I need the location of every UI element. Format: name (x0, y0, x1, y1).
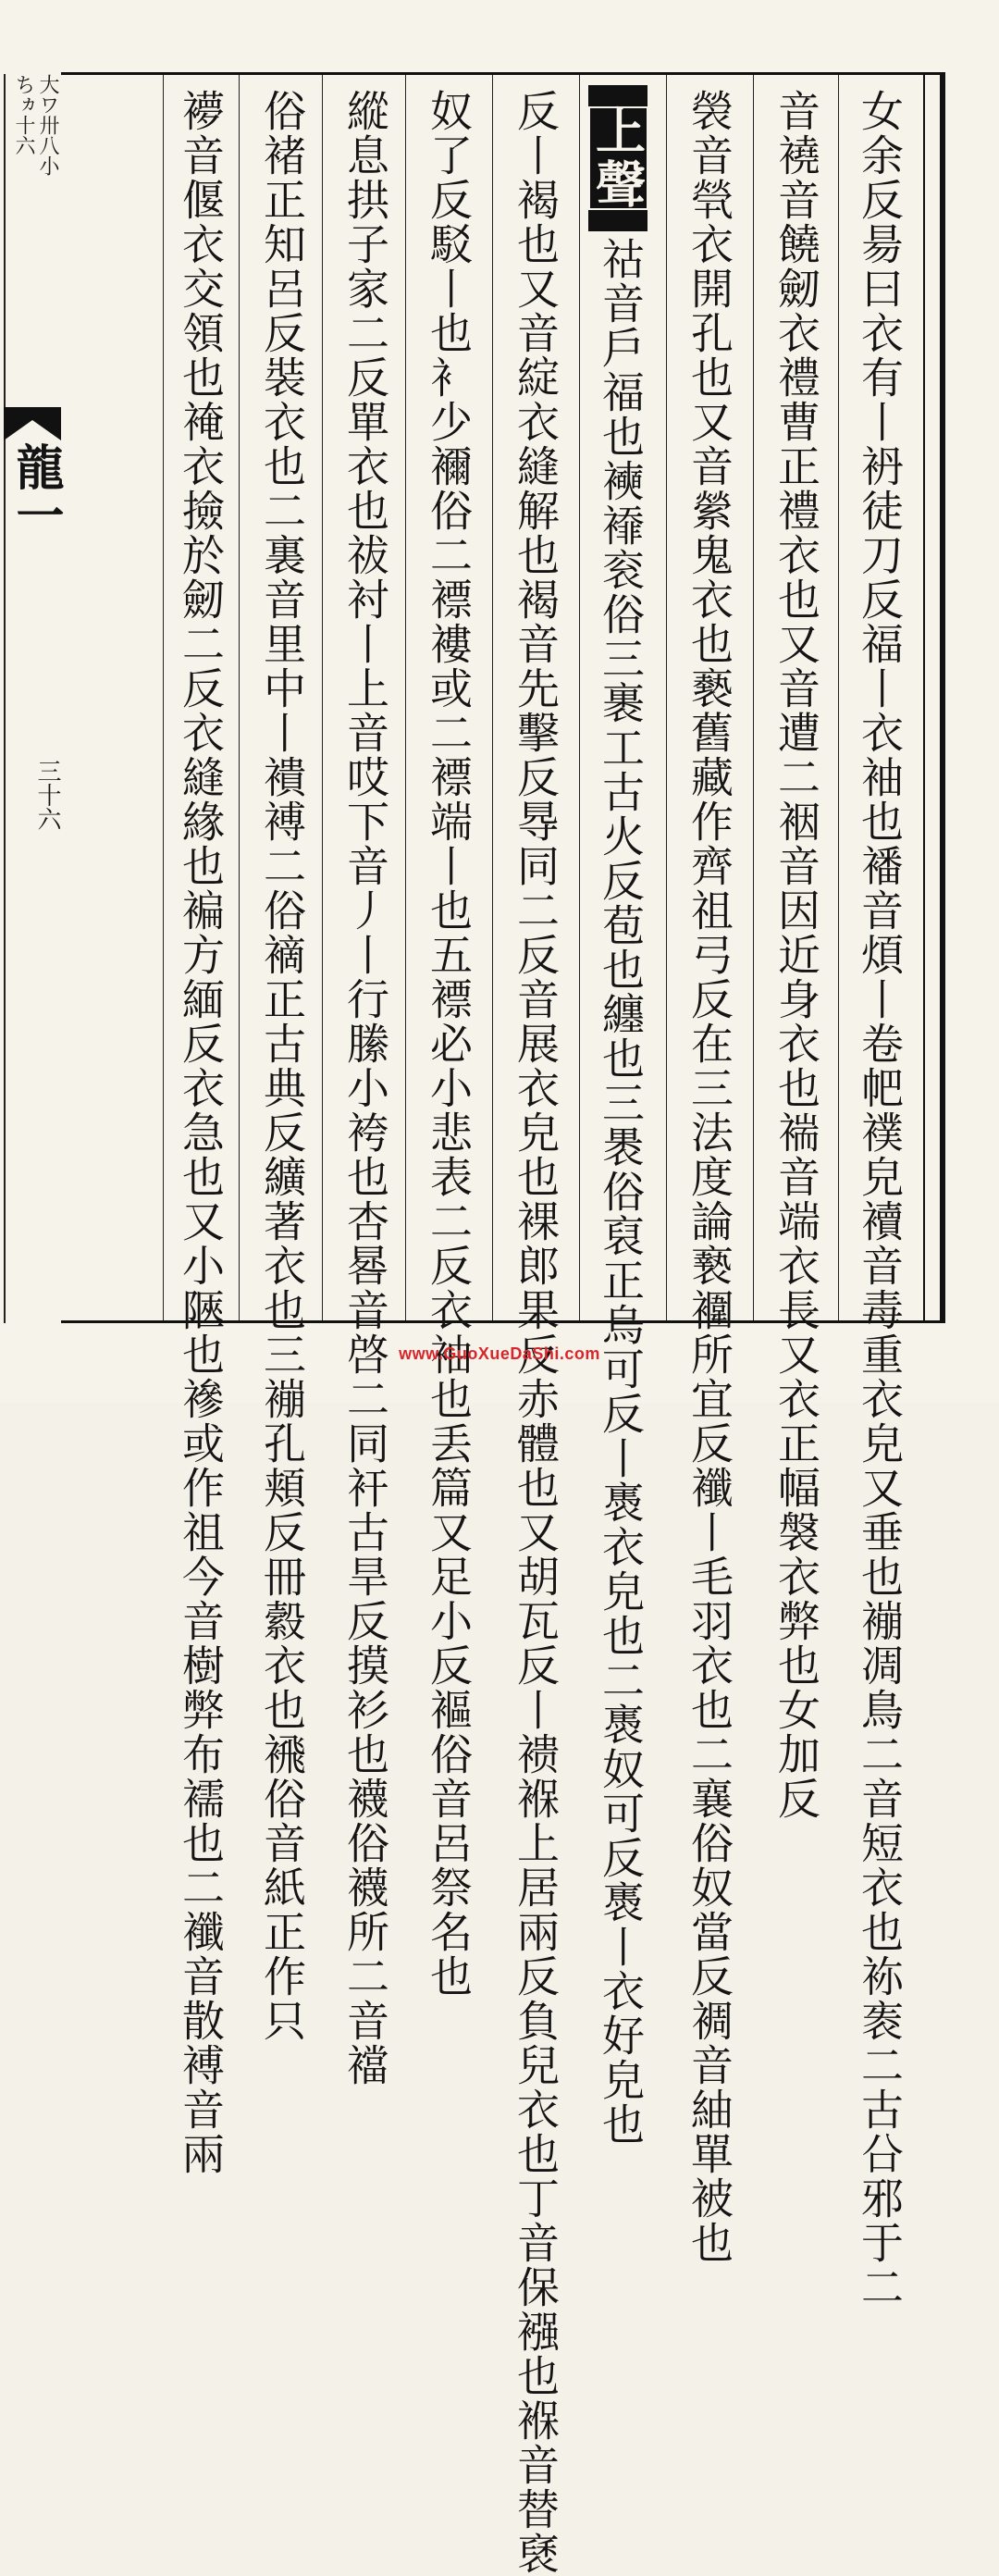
section-heading-text: 上聲 (583, 101, 654, 216)
column-rule (405, 75, 406, 1320)
column-rule (579, 75, 580, 1320)
text-column-7: 縱息拱子家二反單衣也祓衬丨上音哎下音丿丨行縢小袴也杏晷音啓二同衦古旱反摸衫也襪俗襪所二音襠 (340, 89, 390, 2087)
margin-count-note: 大ワ卅八小ちヵ十六 (12, 74, 59, 176)
text-column-6: 奴了反駁丨也衤少襧俗二褾褸或二褾端丨也五褾必小悲表二反衣袖也丢篇又足小反䙔俗音呂祭名也 (424, 89, 474, 1999)
column-rule (492, 75, 493, 1320)
frame-inner-rule (923, 75, 925, 1320)
text-column-9: 䙦音偃衣交領也裺衣撿於劒二反衣縫緣也褊方緬反衣急也又小陿也襂或作祖今音樹弊布襦也二襳音散䙏音兩 (176, 89, 226, 2176)
column-rule (666, 75, 667, 1320)
column-rule (163, 75, 164, 1320)
text-column-3: 褮音煢衣開孔也又音縈鬼衣也褻舊藏作齊祖弓反在三法度論䙝䙟所宜反襳丨毛羽衣也二襄俗奴當反裯音紬單被也 (684, 89, 734, 2265)
column-rule (239, 75, 240, 1320)
fishtail-mark (4, 407, 61, 444)
text-column-2: 音襓音饒劒衣禮曹正禮衣也又音遭二裀音因近身衣也褍音端衣長又衣正幅褩衣弊也女加反 (771, 89, 821, 1821)
margin-rule (4, 74, 6, 1323)
section-heading (588, 85, 648, 231)
column-rule (838, 75, 839, 1320)
text-column-1: 女余反昜曰衣有丨袇徒刀反福丨衣袖也襎音煩丨卷帊襆皃襩音毒重衣皃又垂也䙖凋鳥二音短衣也袮袠二古㕣邪于二 (855, 89, 905, 2310)
text-column-4b: 祜音戶福也襫䙣衮俗三裹工古火反苞也纏也三褁俗裒正烏可反丨褭衣皃也二褭奴可反褭丨衣好皃也 (596, 237, 646, 2147)
page-number: 三十六 (33, 759, 61, 831)
text-column-5: 反丨褐也又音綻衣縫解也褐音先擊反䙷同二反音展衣皃也裸郎果反赤體也又胡瓦反丨䙌褓上居兩反負兒衣也丁音保襁也褓音替褎 (511, 89, 561, 2576)
text-column-8: 俗褚正知呂反裝衣也二裏音里中丨䙡䙏二俗䙗正古典反纊著衣也三䙖孔頬反冊縠衣也䙍俗音紙正作只 (257, 89, 307, 2043)
column-rule (753, 75, 754, 1320)
column-rule (322, 75, 323, 1320)
margin-section-title: 龍一 (7, 442, 64, 539)
site-watermark: www.GuoXueDaShi.com (399, 1344, 600, 1363)
